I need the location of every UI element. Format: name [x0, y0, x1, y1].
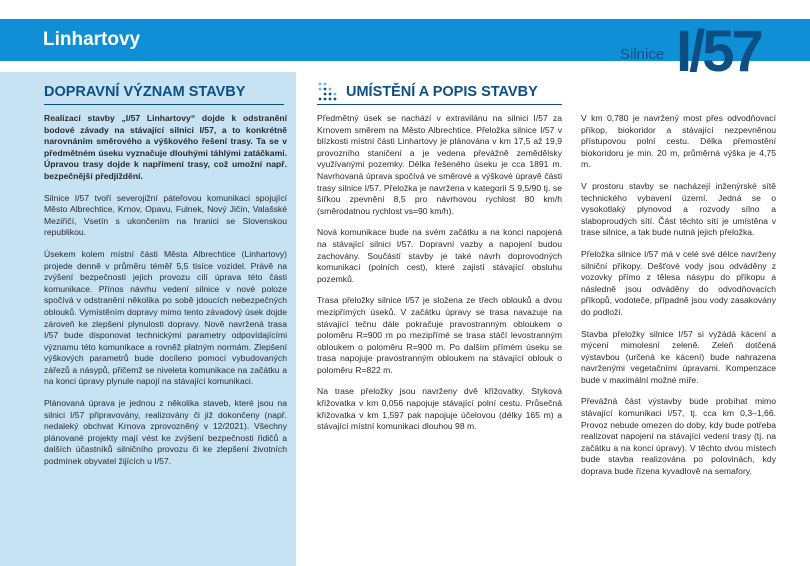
column-right	[581, 113, 776, 488]
paragraph: Stavba přeložky silnice I/57 si vyžádá kácení a mýcení mimolesní zeleně. Zeleň dotčená výstavbou (určená ke kácení) bude nahrazena navrženými vegetačními úpravami. Kompenzace bude v maximální možné míře.	[581, 328, 776, 385]
paragraph: Nová komunikace bude na svém začátku a na konci napojená na stávající silnici I/57. Dopravní vazby a napojení budou zachovány. Součástí stavby je také návrh doprovodných komunikací (polních cest), které zajistí stávající obsluhu pozemků.	[317, 227, 562, 284]
heading-rule-middle	[317, 104, 562, 105]
section-heading-location	[317, 79, 567, 105]
paragraph: Přeložka silnice I/57 má v celé své délce navrženy silniční příkopy. Dešťové vody jsou odváděny z vozovky přímo z tělesa násypu do příkopu a následně jsou odváděny do odvodňovacích příkopů, vodoteče, případně jsou vody zasakovány do podloží.	[581, 248, 776, 317]
section-heading-traffic: DOPRAVNÍ VÝZNAM STAVBY	[44, 84, 246, 100]
paragraph: Trasa přeložky silnice I/57 je složena ze třech oblouků a dvou mezipřímých úseků. V začátku úpravy se trasa navazuje na stávající tečnu dále pokračuje pravostranným obloukem o poloměru R=900 m po mezipřímé se trasa stáčí levostranným obloukem o poloměru R=900 m. Po dalším přímém úseku se trasa napojuje pravostranným obloukem na stávající oblouk o poloměru R=822 m.	[317, 295, 562, 375]
dots-icon	[317, 81, 339, 103]
road-label: Silnice	[620, 46, 665, 63]
paragraph: Převážná část výstavby bude probíhat mimo stávající komunikaci I/57, tj. cca km 0,3–1,66. Provoz nebude omezen do doby, kdy bude potřeba realizovat napojení na stávající vedení trasy (tj. na začátku a na konci úpravy). V těchto dvou místech bude stavba realizována po polovinách, kdy doprava bude řízena kyvadlově na semafory.	[581, 396, 776, 477]
paragraph: Úsekem kolem místní části Města Albrechtice (Linhartovy) projede denně v průměru téměř 5,5 tisíce vozidel. Právě na zvýšení bezpečnosti jejich provozu cílí úprava této části komunikace. Přínos návrhu vedení silnice v nové poloze spočívá v odstranění několika po sobě jdoucích nebezpečných oblouků. Vymístěním dopravy mimo tento závadový úsek dojde zároveň ke zlepšení plynulosti dopravy. Nově navržená trasa I/57 bude disponovat technickými parametry odpovídajícími významu této komunikace a rovněž platným normám. Zlepšení výškových parametrů bude docíleno pomocí vybudovaných zářezů a násypů, přičemž se niveleta komunikace na začátku a na konci úpravy plynule napojí na stávající komunikaci.	[44, 248, 287, 387]
paragraph: V km 0,780 je navržený most přes odvodňovací příkop, biokoridor a stávající nezpevněnou přístupovou polní cestu. Délka přemostění biokoridoru je min. 20 m, průměrná výška je 4,75 m.	[581, 113, 776, 170]
paragraph: Na trase přeložky jsou navrženy dvě křižovatky. Styková křižovatka v km 0,056 napojuje stávající polní cestu. Průsečná křižovatka v km 1,597 pak napojuje účelovou (délky 165 m) a stávající místní komunikaci dlouhou 98 m.	[317, 386, 562, 432]
section-heading-text: UMÍSTĚNÍ A POPIS STAVBY	[346, 84, 538, 100]
page-title: Linhartovy	[43, 29, 141, 50]
lead-paragraph: Realizací stavby „I/57 Linhartovy“ dojde k odstranění bodové závady na stávající silnici I/57, a to konkrétně narovnáním směrového a výškového řešení trasy. Ta se v předmětném úseku vyznačuje dlouhými táhlými zatáčkami. Úpravou trasy dojde k napřímení trasy, což umožní např. bezpečnější předjíždění.	[44, 113, 287, 181]
paragraph: Silnice I/57 tvoří severojižní páteřovou komunikaci spojující Město Albrechtice, Krnov, Opavu, Fulnek, Nový Jičín, Valašské Meziříčí, Vsetín s ukončením na hranici se Slovenskou republikou.	[44, 192, 287, 238]
road-number: I/57	[676, 19, 761, 84]
paragraph: Plánovaná úprava je jednou z několika staveb, které jsou na silnici I/57 připravovány, realizovány či již dokončeny (např. nedaleký obchvat Krnova zprovozněný v 12/2021). Všechny plánované projekty mají vést ke zvýšení bezpečnosti řidičů a dalších účastníků silničního provozu či ke zlepšení životních podmínek obyvatel žijících u I/57.	[44, 398, 287, 467]
heading-rule-left	[44, 104, 284, 105]
column-left	[44, 113, 287, 478]
column-middle	[317, 113, 562, 443]
header-bar	[0, 19, 810, 84]
paragraph: Předmětný úsek se nachází v extravilánu na silnici I/57 za Krnovem směrem na Město Albrechtice. Přeložka silnice I/57 v blízkosti místní části Linhartovy je plánována v km 17,5 až 19,9 provozního staničení a je vedena převážně zemědělsky využívanými pozemky. Délka řešeného úseku je cca 1891 m. Navrhovaná úprava spočívá ve směrové a výškové úpravě části trasy silnice I/57. Přeložka je navržena v kategorii S 9,5/90 tj. se šířkou zpevnění 8,5 pro návrhovou rychlost 80 km/h (směrodatnou rychlost vs=90 km/h).	[317, 113, 562, 216]
paragraph: V prostoru stavby se nacházejí inženýrské sítě technického vybavení území. Jedná se o vysokotlaký plynovod a rozvody sílno a slaboproudých sítí. Část těchto sítí je umístěna v trase silnice, a tak bude nutná jejich přeložka.	[581, 180, 776, 238]
